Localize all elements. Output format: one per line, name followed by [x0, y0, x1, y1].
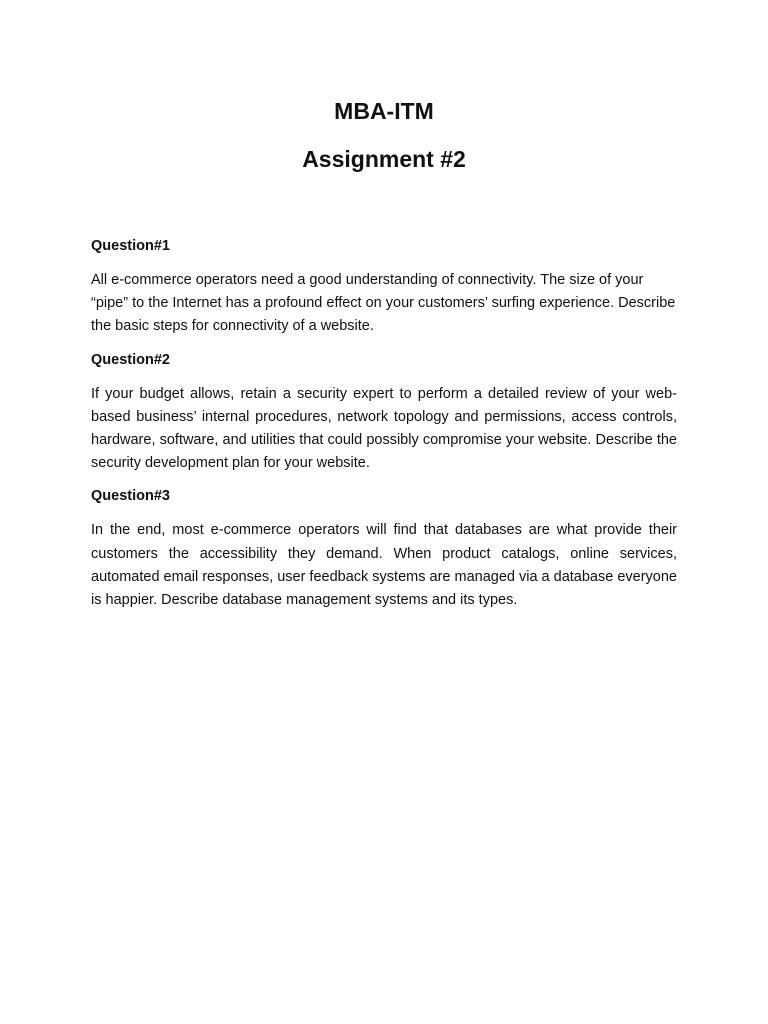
- question-body: If your budget allows, retain a security expert to perform a detailed review of your web-based business’ internal procedures, network topology and permissions, access controls, hardware, software, and utilities that could possibly compromise your website. Describe the security development plan for your website.: [91, 385, 677, 472]
- question-heading: Question#2: [91, 351, 170, 368]
- question-block-3: [91, 486, 677, 612]
- question-block-2: [91, 350, 677, 476]
- question-body: In the end, most e-commerce operators will find that databases are what provide their customers the accessibility they demand. When product catalogs, online services, automated email responses, user feedback systems are managed via a database everyone is happier. Describe database management systems and its types.: [91, 522, 677, 609]
- document-subtitle: Assignment #2: [302, 146, 466, 172]
- question-heading: Question#1: [91, 238, 170, 254]
- question-heading: Question#3: [91, 488, 170, 505]
- question-body: All e-commerce operators need a good understanding of connectivity. The size of your “pipe” to the Internet has a profound effect on your customers’ surfing experience. Describe the basic steps for connectivity of a website.: [91, 272, 676, 335]
- question-block-1: [91, 236, 677, 339]
- questions-section: [91, 236, 677, 623]
- document-title: MBA-ITM: [334, 98, 434, 124]
